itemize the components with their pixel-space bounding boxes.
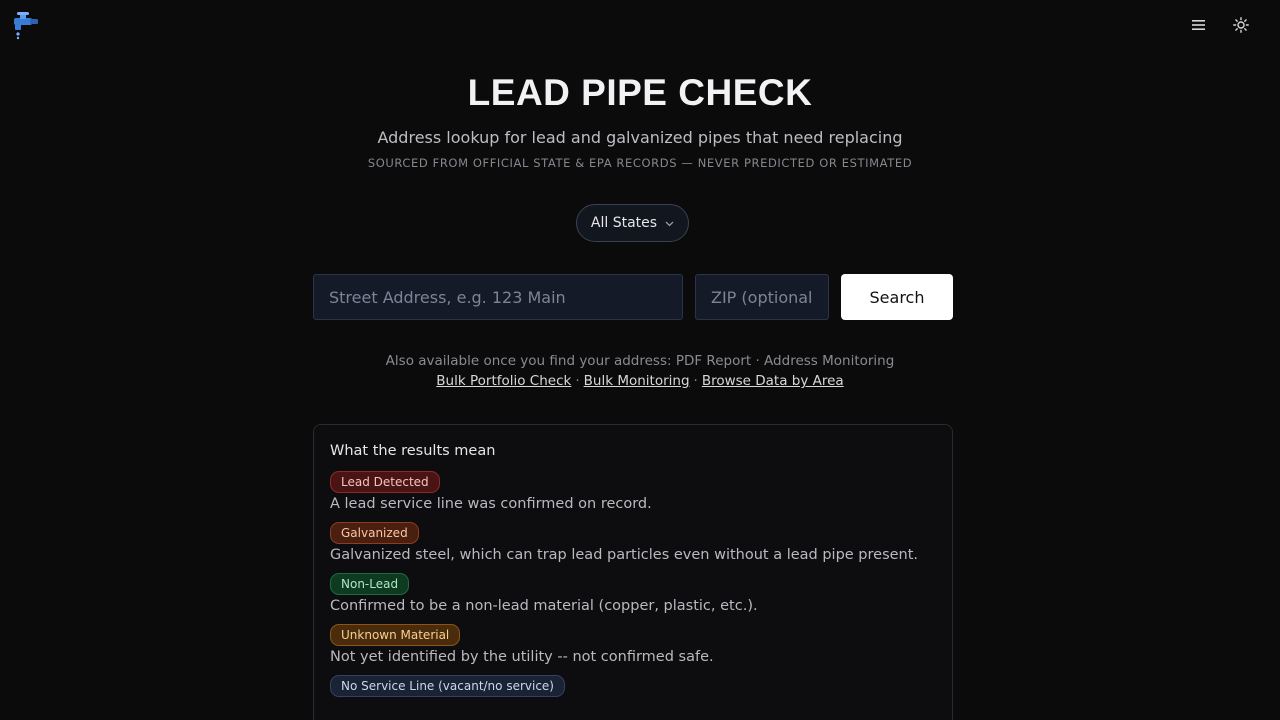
state-select-value: All States xyxy=(590,215,658,231)
water-faucet-icon xyxy=(10,10,40,40)
legend-desc: Galvanized steel, which can trap lead particles even without a lead pipe present. xyxy=(330,547,919,563)
street-address-input[interactable] xyxy=(313,274,683,320)
browse-data-by-area-link[interactable]: Browse Data by Area xyxy=(701,373,844,389)
legend-item-unknown xyxy=(330,624,936,665)
legend-item-no-service xyxy=(330,675,936,700)
legend-item-lead xyxy=(330,471,936,512)
no-service-line-badge: No Service Line (vacant/no service) xyxy=(330,675,565,697)
results-legend-card xyxy=(313,424,953,720)
legend-item-galvanized xyxy=(330,522,936,563)
links-row xyxy=(0,373,1280,389)
legend-item-non-lead xyxy=(330,573,936,614)
separator: · xyxy=(693,373,698,389)
non-lead-badge: Non-Lead xyxy=(330,573,409,595)
bulk-monitoring-link[interactable]: Bulk Monitoring xyxy=(583,373,690,389)
galvanized-badge: Galvanized xyxy=(330,522,419,544)
page-title: LEAD PIPE CHECK xyxy=(467,72,813,113)
source-note: SOURCED FROM OFFICIAL STATE & EPA RECORDS — NEVER PREDICTED OR ESTIMATED xyxy=(367,156,913,170)
sun-icon xyxy=(1233,17,1249,33)
bulk-portfolio-check-link[interactable]: Bulk Portfolio Check xyxy=(436,373,572,389)
legend-desc: A lead service line was confirmed on record. xyxy=(330,496,652,512)
also-available-note: Also available once you find your address: PDF Report · Address Monitoring xyxy=(385,353,895,369)
menu-button[interactable] xyxy=(1188,14,1210,36)
legend-title: What the results mean xyxy=(330,443,496,459)
state-select[interactable] xyxy=(576,204,689,242)
zip-input[interactable] xyxy=(695,274,829,320)
logo[interactable] xyxy=(10,10,40,40)
chevron-down-icon xyxy=(665,219,674,230)
unknown-material-badge: Unknown Material xyxy=(330,624,460,646)
page-subtitle: Address lookup for lead and galvanized pipes that need replacing xyxy=(377,128,903,147)
hamburger-menu-icon xyxy=(1192,19,1206,31)
legend-desc: Confirmed to be a non-lead material (copper, plastic, etc.). xyxy=(330,598,758,614)
legend-desc: Not yet identified by the utility -- not confirmed safe. xyxy=(330,649,714,665)
theme-toggle-button[interactable] xyxy=(1230,14,1252,36)
separator: · xyxy=(575,373,580,389)
search-button[interactable]: Search xyxy=(841,274,953,320)
lead-detected-badge: Lead Detected xyxy=(330,471,440,493)
